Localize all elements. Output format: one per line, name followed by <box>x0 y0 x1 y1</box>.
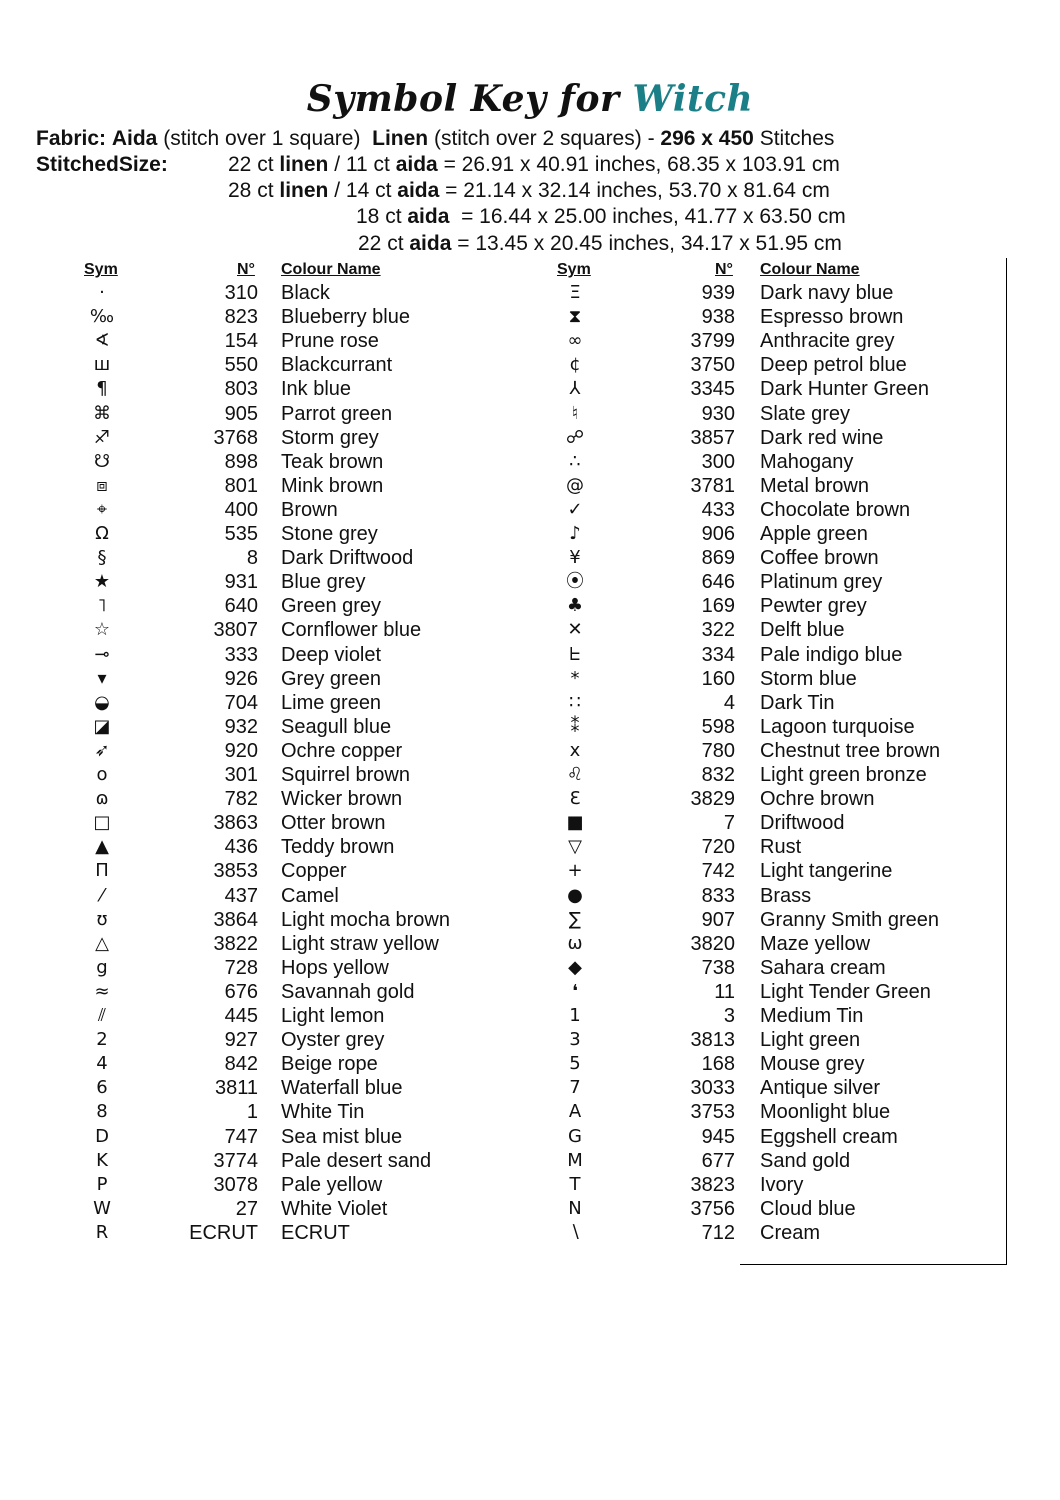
size-ct: 22 ct <box>228 153 274 176</box>
symbol-glyph: ≈ <box>94 980 110 1002</box>
symbol-glyph: ∢ <box>94 330 110 352</box>
symbol-glyph: + <box>567 860 583 882</box>
symbol-glyph: ⌘ <box>93 402 111 424</box>
symbol-glyph: ⫽ <box>97 1005 107 1026</box>
symbol-glyph: · <box>99 282 105 303</box>
right-border <box>1006 258 1007 1264</box>
size-line-1 <box>228 152 840 178</box>
symbol-glyph: ⦿ <box>566 571 584 593</box>
symbol-glyph: 3 <box>569 1029 581 1051</box>
dmc-number: 3756 <box>690 1197 735 1220</box>
colour-name: Copper <box>281 860 347 883</box>
size-dims: = 21.14 x 32.14 inches, 53.70 x 81.64 cm <box>439 179 830 202</box>
colour-name: Dark Tin <box>760 691 835 714</box>
dmc-number: 3811 <box>214 1077 258 1100</box>
symbol-glyph: ▲ <box>95 836 109 858</box>
symbol-glyph: ★ <box>93 571 111 593</box>
colour-name: Dark Hunter Green <box>760 378 929 401</box>
dmc-number: 920 <box>224 739 258 762</box>
dmc-number: 3 <box>723 1005 735 1027</box>
aida-note: (stitch over 1 square) <box>163 127 361 150</box>
symbol-glyph: ʊ <box>96 908 108 930</box>
dmc-number: 640 <box>224 595 258 618</box>
symbol-glyph: ■ <box>566 812 584 834</box>
dmc-number: 747 <box>224 1125 258 1148</box>
size-line-2 <box>228 178 830 204</box>
dmc-number: 869 <box>701 547 735 570</box>
symbol-glyph: o <box>96 764 108 785</box>
dmc-number: 27 <box>235 1197 258 1220</box>
colour-name: Teddy brown <box>281 836 395 859</box>
symbol-glyph: ∴ <box>569 450 581 472</box>
stitches-word: Stitches <box>759 127 835 150</box>
symbol-glyph: ω <box>567 932 583 954</box>
colour-name: Pale desert sand <box>281 1149 432 1172</box>
colour-name: Platinum grey <box>760 571 883 594</box>
colour-name: Lagoon turquoise <box>760 715 915 738</box>
symbol-glyph: M <box>567 1149 583 1171</box>
dmc-number: 3853 <box>213 860 258 883</box>
symbol-glyph: ⧗ <box>568 306 582 328</box>
size-sep: / 14 ct <box>328 179 398 202</box>
dmc-number: 4 <box>723 691 735 714</box>
symbol-glyph: 6 <box>96 1077 108 1099</box>
dmc-number: 932 <box>224 715 258 738</box>
symbol-glyph: ✕ <box>567 619 583 641</box>
symbol-glyph: A <box>568 1101 582 1123</box>
dmc-number: 3820 <box>690 932 735 955</box>
symbol-glyph: @ <box>566 474 584 496</box>
title-pattern-name: Witch <box>632 78 754 120</box>
symbol-glyph: g <box>96 956 108 978</box>
fabric-label: Fabric: <box>36 127 107 150</box>
colour-name: Blueberry blue <box>281 306 410 329</box>
colour-name: Maze yellow <box>760 932 871 955</box>
dmc-number: 598 <box>701 715 735 738</box>
symbol-glyph: x <box>569 739 581 761</box>
colour-name: Light Tender Green <box>760 980 931 1003</box>
symbol-glyph: Π <box>95 860 109 882</box>
symbol-glyph: 2 <box>96 1029 108 1051</box>
dmc-number: 3345 <box>690 378 735 401</box>
colour-name: Otter brown <box>281 812 386 835</box>
dmc-number: 646 <box>701 571 735 594</box>
dmc-number: 742 <box>701 860 735 883</box>
dmc-number: 334 <box>701 643 735 666</box>
symbol-glyph: 8 <box>96 1101 108 1123</box>
size-line-3 <box>356 204 846 230</box>
colour-name: ECRUT <box>281 1221 350 1244</box>
symbol-glyph: ¥ <box>569 547 581 569</box>
dmc-number: 433 <box>701 498 735 521</box>
symbol-glyph: ɷ <box>95 788 109 810</box>
right-sym-header: Sym <box>557 261 591 278</box>
size-fabric-2: aida <box>395 153 438 176</box>
colour-name: Mouse grey <box>760 1053 865 1076</box>
colour-name: Light tangerine <box>760 860 893 883</box>
colour-name: Stone grey <box>281 523 378 545</box>
colour-name: Driftwood <box>760 812 845 835</box>
size-dims: = 16.44 x 25.00 inches, 41.77 x 63.50 cm <box>449 205 846 228</box>
dmc-number: 3863 <box>213 812 258 835</box>
dmc-number: 907 <box>701 908 735 931</box>
dmc-number: 322 <box>701 619 735 642</box>
colour-name: Sahara cream <box>760 956 886 979</box>
colour-name: Light green <box>760 1029 861 1052</box>
dmc-number: 436 <box>224 836 258 859</box>
symbol-glyph: Ɛ <box>569 788 581 810</box>
dmc-number: 3823 <box>690 1173 735 1196</box>
colour-name: Seagull blue <box>281 715 392 738</box>
size-fabric: linen <box>279 179 329 202</box>
symbol-glyph: ¢ <box>569 354 581 376</box>
colour-name: Hops yellow <box>281 956 389 979</box>
colour-name: Brass <box>760 884 812 907</box>
dmc-number: 898 <box>224 450 258 473</box>
symbol-glyph: ▾ <box>97 667 107 689</box>
dmc-number: 931 <box>224 571 258 594</box>
symbol-glyph: N <box>568 1197 582 1219</box>
colour-name: Parrot green <box>281 402 393 425</box>
symbol-glyph: ● <box>567 884 583 906</box>
colour-name: White Violet <box>281 1197 388 1220</box>
size-fabric: aida <box>407 205 450 228</box>
symbol-glyph: 7 <box>569 1077 581 1099</box>
fabric-line <box>36 126 834 152</box>
colour-name: Granny Smith green <box>760 908 939 931</box>
dmc-number: 168 <box>701 1053 735 1076</box>
colour-name: Delft blue <box>760 619 845 642</box>
colour-name: Grey green <box>281 667 382 690</box>
page-title <box>0 78 1060 120</box>
symbol-glyph: ∞ <box>567 330 583 352</box>
colour-name: Storm blue <box>760 667 857 690</box>
dmc-number: 11 <box>714 980 735 1003</box>
dmc-number: 169 <box>701 595 735 618</box>
colour-name: Ochre brown <box>760 788 875 811</box>
colour-name: Ivory <box>760 1173 804 1196</box>
left-sym-header: Sym <box>84 261 118 278</box>
colour-name: Medium Tin <box>760 1005 864 1027</box>
dmc-number: 780 <box>701 739 735 762</box>
symbol-glyph: ◪ <box>93 715 111 737</box>
dmc-number: 704 <box>224 691 258 714</box>
title-prefix: Symbol Key for <box>306 78 620 120</box>
dmc-number: 3822 <box>213 932 258 955</box>
dmc-number: 832 <box>701 764 735 786</box>
dmc-number: 3799 <box>690 330 735 353</box>
colour-name: Pewter grey <box>760 595 867 618</box>
dmc-number: 3750 <box>690 354 735 377</box>
linen-note: (stitch over 2 squares) - <box>433 127 655 150</box>
symbol-glyph: ⧈ <box>96 474 108 496</box>
symbol-glyph: △ <box>95 932 109 954</box>
colour-name: Wicker brown <box>281 788 403 811</box>
size-ct: 18 ct <box>356 205 402 228</box>
colour-name: Light lemon <box>281 1005 385 1027</box>
dmc-number: 160 <box>701 667 735 690</box>
symbol-glyph: Ξ <box>569 282 581 303</box>
colour-name: Cloud blue <box>760 1197 856 1220</box>
dmc-number: 3829 <box>690 788 735 811</box>
dmc-number: 3033 <box>690 1077 735 1100</box>
dmc-number: 3813 <box>690 1029 735 1052</box>
colour-name: Savannah gold <box>281 980 415 1003</box>
colour-name: Blackcurrant <box>281 354 393 377</box>
colour-name: Cream <box>760 1221 821 1244</box>
symbol-glyph: ☍ <box>565 426 585 448</box>
colour-name: Blue grey <box>281 571 366 594</box>
dmc-number: 437 <box>224 884 258 907</box>
symbol-glyph: § <box>97 547 107 569</box>
dmc-number: 8 <box>246 547 258 570</box>
aida-label: Aida <box>111 127 158 150</box>
symbol-glyph: 5 <box>569 1053 581 1075</box>
symbol-glyph: ▽ <box>568 836 582 858</box>
dmc-number: 300 <box>701 450 735 473</box>
colour-name: Rust <box>760 836 802 859</box>
symbol-glyph: □ <box>93 812 111 834</box>
symbol-glyph: ❛ <box>572 980 578 1002</box>
size-fabric-2: aida <box>397 179 440 202</box>
size-label-line <box>36 152 168 178</box>
symbol-glyph: ♣ <box>566 595 584 617</box>
dmc-number: 3774 <box>213 1149 258 1172</box>
dmc-number: 445 <box>224 1005 258 1027</box>
colour-name: Sand gold <box>760 1149 851 1172</box>
colour-name: Ochre copper <box>281 739 403 762</box>
colour-name: Apple green <box>760 523 868 545</box>
dmc-number: 927 <box>224 1029 258 1052</box>
colour-name: Moonlight blue <box>760 1101 891 1124</box>
dmc-number: 738 <box>701 956 735 979</box>
colour-name: White Tin <box>281 1101 365 1124</box>
colour-name: Deep violet <box>281 643 382 666</box>
dmc-number: 801 <box>224 474 258 497</box>
symbol-glyph: ♮ <box>571 402 579 424</box>
colour-name: Prune rose <box>281 330 379 353</box>
dmc-number: 906 <box>701 523 735 545</box>
colour-name: Coffee brown <box>760 547 879 570</box>
symbol-glyph: P <box>96 1173 108 1195</box>
dmc-number: 782 <box>224 788 258 811</box>
colour-name: Storm grey <box>281 426 379 449</box>
colour-name: Pale indigo blue <box>760 643 903 666</box>
dmc-number: 535 <box>224 523 258 545</box>
dmc-number: 3078 <box>213 1173 258 1196</box>
symbol-glyph: Ω <box>95 523 109 544</box>
symbol-glyph: ⊸ <box>94 643 110 665</box>
linen-label: Linen <box>372 127 429 150</box>
symbol-glyph: ◒ <box>94 691 110 713</box>
symbol-glyph: ☋ <box>94 450 110 472</box>
colour-name: Sea mist blue <box>281 1125 403 1148</box>
colour-name: Brown <box>281 498 338 521</box>
dmc-number: 842 <box>224 1053 258 1076</box>
colour-name: Metal brown <box>760 474 869 497</box>
colour-name: Squirrel brown <box>281 764 410 786</box>
dmc-number: 310 <box>224 282 258 304</box>
symbol-glyph: K <box>96 1149 108 1171</box>
dmc-number: 154 <box>224 330 258 353</box>
colour-name: Ink blue <box>281 378 352 401</box>
dmc-number: 926 <box>224 667 258 690</box>
symbol-glyph: * <box>570 667 580 689</box>
dmc-number: 728 <box>224 956 258 979</box>
colour-name: Oyster grey <box>281 1029 385 1052</box>
symbol-glyph: ‰ <box>89 306 115 328</box>
size-line-4 <box>358 231 842 257</box>
dmc-number: 400 <box>224 498 258 521</box>
colour-name: Cornflower blue <box>281 619 422 642</box>
size-label: StitchedSize: <box>36 153 168 176</box>
size-fabric: linen <box>279 153 329 176</box>
symbol-glyph: ⌖ <box>96 498 108 520</box>
dmc-number: 823 <box>224 306 258 329</box>
colour-name: Camel <box>281 884 339 907</box>
left-num-header: N° <box>237 261 255 278</box>
dmc-number: 333 <box>224 643 258 666</box>
dmc-number: ECRUT <box>189 1221 258 1244</box>
dmc-number: 550 <box>224 354 258 377</box>
symbol-glyph: ✓ <box>567 498 583 520</box>
colour-name: Dark navy blue <box>760 282 894 304</box>
dmc-number: 833 <box>701 884 735 907</box>
symbol-glyph: ш <box>93 354 111 376</box>
colour-name: Lime green <box>281 691 382 714</box>
dmc-number: 3753 <box>690 1101 735 1124</box>
dmc-number: 1 <box>246 1101 258 1124</box>
colour-name: Mahogany <box>760 450 854 473</box>
dmc-number: 677 <box>701 1149 735 1172</box>
symbol-glyph: D <box>95 1125 109 1147</box>
colour-name: Light mocha brown <box>281 908 450 931</box>
colour-name: Chestnut tree brown <box>760 739 941 762</box>
size-sep: / 11 ct <box>328 153 396 176</box>
symbol-glyph: ˥ <box>97 595 107 617</box>
colour-name: Deep petrol blue <box>760 354 907 377</box>
right-name-header: Colour Name <box>760 261 860 278</box>
dmc-number: 712 <box>701 1221 735 1244</box>
symbol-glyph: R <box>95 1221 109 1243</box>
colour-name: Eggshell cream <box>760 1125 898 1148</box>
colour-name: Dark red wine <box>760 426 884 449</box>
dmc-number: 938 <box>701 306 735 329</box>
right-num-header: N° <box>715 261 733 278</box>
colour-name: Dark Driftwood <box>281 547 414 570</box>
colour-name: Teak brown <box>281 450 384 473</box>
colour-name: Pale yellow <box>281 1173 383 1196</box>
left-name-header: Colour Name <box>281 261 381 278</box>
colour-name: Light green bronze <box>760 764 927 786</box>
dmc-number: 803 <box>224 378 258 401</box>
symbol-glyph: ➶ <box>94 739 110 761</box>
size-dims: = 26.91 x 40.91 inches, 68.35 x 103.91 cm <box>437 153 840 176</box>
symbol-glyph: ᖶ <box>569 643 581 665</box>
colour-name: Light straw yellow <box>281 932 439 955</box>
symbol-glyph: ☆ <box>93 619 111 641</box>
dmc-number: 3781 <box>690 474 735 497</box>
dmc-number: 7 <box>723 812 735 835</box>
symbol-glyph: ∖ <box>569 1221 581 1243</box>
symbol-glyph: G <box>568 1125 582 1147</box>
symbol-glyph: 4 <box>96 1053 108 1075</box>
colour-name: Chocolate brown <box>760 498 911 521</box>
dmc-number: 905 <box>224 402 258 425</box>
symbol-glyph: ∷ <box>569 691 581 713</box>
colour-name: Black <box>281 282 330 304</box>
bottom-border <box>740 1264 1007 1265</box>
colour-name: Anthracite grey <box>760 330 895 353</box>
symbol-glyph: ♌ <box>566 764 584 785</box>
symbol-glyph: T <box>569 1173 581 1195</box>
colour-name: Mink brown <box>281 474 384 497</box>
colour-name: Beige rope <box>281 1053 378 1076</box>
symbol-glyph: ♐ <box>93 426 111 448</box>
size-ct: 22 ct <box>358 232 404 255</box>
symbol-glyph: W <box>93 1197 111 1219</box>
dmc-number: 301 <box>224 764 258 786</box>
colour-name: Slate grey <box>760 402 851 425</box>
symbol-glyph: ⅄ <box>569 378 581 400</box>
symbol-glyph: ⁄ <box>100 884 104 906</box>
dmc-number: 3768 <box>213 426 258 449</box>
dmc-number: 3857 <box>690 426 735 449</box>
stitches-count: 296 x 450 <box>660 127 754 150</box>
symbol-glyph: ◆ <box>568 956 582 978</box>
dmc-number: 939 <box>701 282 735 304</box>
dmc-number: 930 <box>701 402 735 425</box>
symbol-glyph: 1 <box>569 1005 581 1026</box>
symbol-glyph: ¶ <box>96 378 108 400</box>
symbol-glyph: ∑ <box>568 908 582 930</box>
colour-name: Green grey <box>281 595 382 618</box>
size-ct: 28 ct <box>228 179 274 202</box>
colour-name: Espresso brown <box>760 306 904 329</box>
symbol-glyph: ⁑ <box>570 715 580 737</box>
size-fabric: aida <box>409 232 452 255</box>
size-dims: = 13.45 x 20.45 inches, 34.17 x 51.95 cm <box>451 232 842 255</box>
dmc-number: 3864 <box>213 908 258 931</box>
colour-name: Antique silver <box>760 1077 881 1100</box>
symbol-glyph: ♪ <box>569 523 581 544</box>
dmc-number: 945 <box>701 1125 735 1148</box>
dmc-number: 676 <box>224 980 258 1003</box>
colour-name: Waterfall blue <box>281 1077 403 1100</box>
dmc-number: 720 <box>701 836 735 859</box>
dmc-number: 3807 <box>213 619 258 642</box>
